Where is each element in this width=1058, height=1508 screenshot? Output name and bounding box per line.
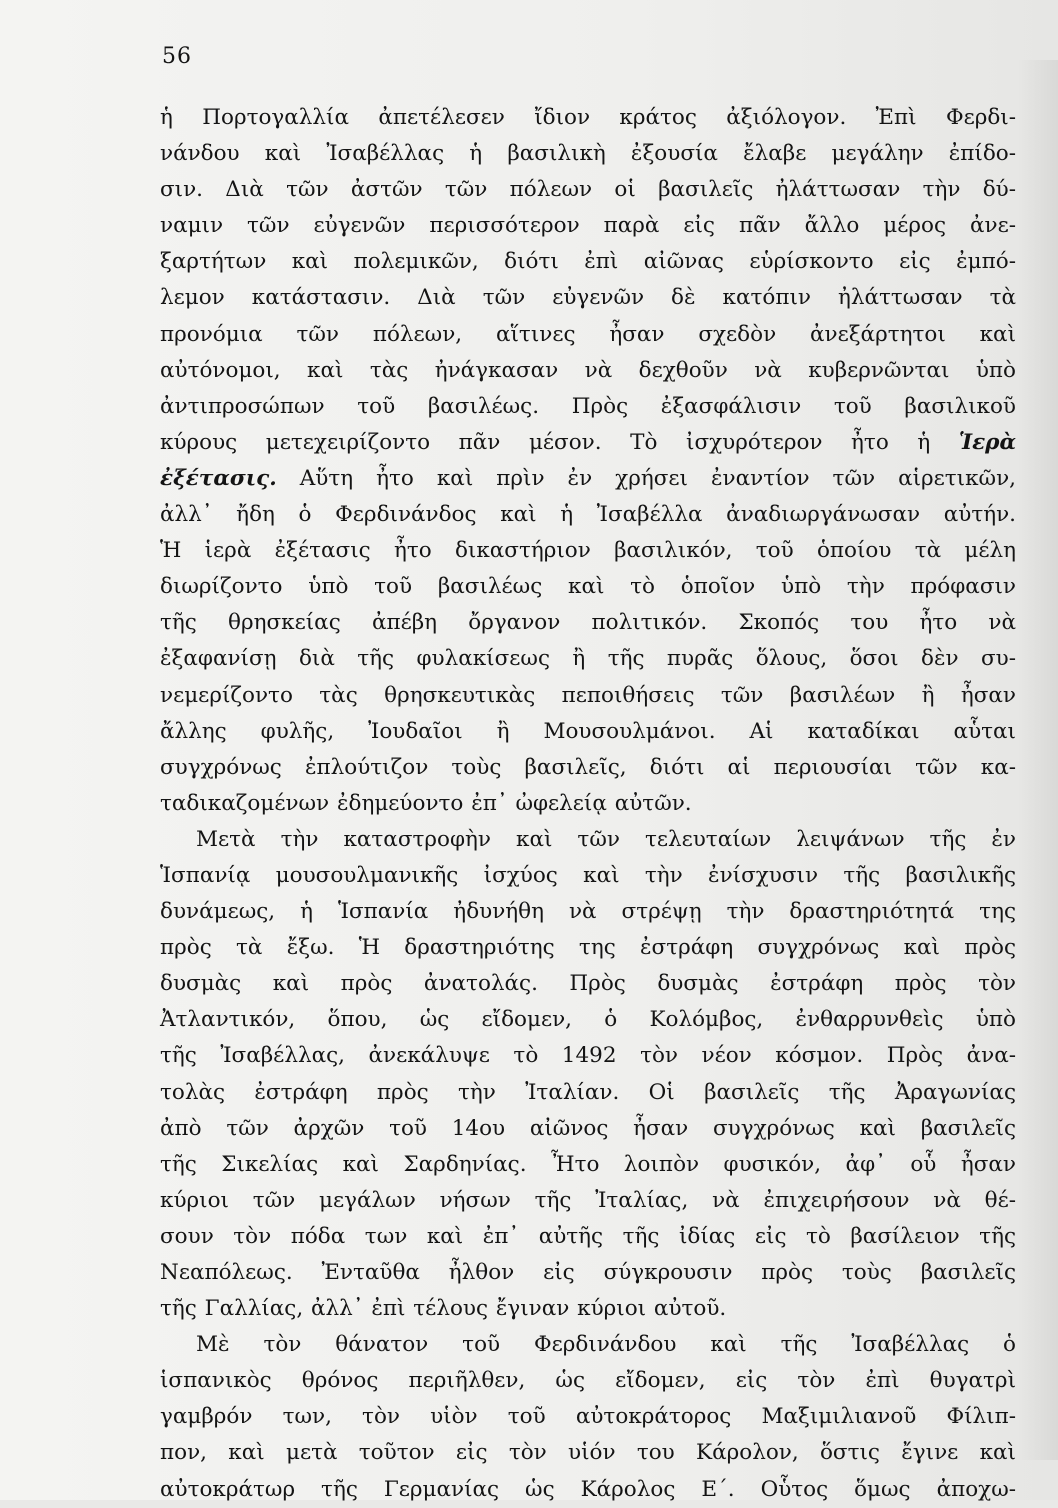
- text-line: αὐτοκράτωρ τῆς Γερμανίας ὡς Κάρολος Ε΄. Οὗτος ὅμως ἀποχω-: [160, 1476, 1016, 1502]
- text-line: ἀλλ᾽ ἤδη ὁ Φερδινάνδος καὶ ἡ Ἰσαβέλλα ἀναδιωργάνωσαν αὐτήν.: [160, 502, 1016, 528]
- text-line: σουν τὸν πόδα των καὶ ἐπ᾽ αὐτῆς τῆς ἰδίας εἰς τὸ βασίλειον τῆς: [160, 1223, 1016, 1249]
- text-line: δυσμὰς καὶ πρὸς ἀνατολάς. Πρὸς δυσμὰς ἐστράφη πρὸς τὸν: [160, 971, 1016, 997]
- text-line: Ἡ ἱερὰ ἐξέτασις ἦτο δικαστήριον βασιλικόν, τοῦ ὁποίου τὰ μέλη: [160, 538, 1016, 564]
- text-line: τῆς Γαλλίας, ἀλλ᾽ ἐπὶ τέλους ἔγιναν κύριοι αὐτοῦ.: [160, 1296, 727, 1322]
- text-line: [160, 425, 1016, 461]
- text-line-emphasis: [160, 461, 1016, 497]
- emphasis-term: Ἱερὰ: [958, 429, 1016, 455]
- text-line: λεμον κατάστασιν. Διὰ τῶν εὐγενῶν δὲ κατόπιν ἠλάττωσαν τὰ: [160, 285, 1016, 311]
- text-line: ἄλλης φυλῆς, Ἰουδαῖοι ἢ Μουσουλμάνοι. Αἱ καταδίκαι αὗται: [160, 718, 1016, 744]
- text-line: πον, καὶ μετὰ τοῦτον εἰς τὸν υἱόν του Κάρολον, ὅστις ἔγινε καὶ: [160, 1440, 1016, 1466]
- text-line: ναμιν τῶν εὐγενῶν περισσότερον παρὰ εἰς πᾶν ἄλλο μέρος ἀνε-: [160, 213, 1016, 239]
- text-line: γαμβρόν των, τὸν υἱὸν τοῦ αὐτοκράτορος Μαξιμιλιανοῦ Φίλιπ-: [160, 1404, 1016, 1430]
- text-line: ἀντιπροσώπων τοῦ βασιλέως. Πρὸς ἐξασφάλισιν τοῦ βασιλικοῦ: [160, 393, 1016, 419]
- paragraph-3: [160, 1327, 1016, 1507]
- text-line: ἐξαφανίσῃ διὰ τῆς φυλακίσεως ἢ τῆς πυρᾶς ὅλους, ὅσοι δὲν συ-: [160, 646, 1016, 672]
- text-line: αὐτόνομοι, καὶ τὰς ἠνάγκασαν νὰ δεχθοῦν νὰ κυβερνῶνται ὑπὸ: [160, 357, 1016, 383]
- emphasis-term: ἐξέτασις.: [160, 465, 277, 491]
- text-line: συγχρόνως ἐπλούτιζον τοὺς βασιλεῖς, διότι αἱ περιουσίαι τῶν κα-: [160, 754, 1016, 780]
- text-line: διωρίζοντο ὑπὸ τοῦ βασιλέως καὶ τὸ ὁποῖον ὑπὸ τὴν πρόφασιν: [160, 574, 1016, 600]
- text-line: δυνάμεως, ἡ Ἱσπανία ἠδυνήθη νὰ στρέψῃ τὴν δραστηριότητά της: [160, 899, 1016, 925]
- text-fragment: κύρους μετεχειρίζοντο πᾶν μέσον. Τὸ ἰσχυρότερον ἦτο ἡ: [160, 429, 931, 455]
- text-line: τῆς Σικελίας καὶ Σαρδηνίας. Ἦτο λοιπὸν φυσικόν, ἀφ᾽ οὗ ἦσαν: [160, 1151, 1016, 1177]
- paragraph-1: [160, 100, 1016, 822]
- text-line: νάνδου καὶ Ἰσαβέλλας ἡ βασιλικὴ ἐξουσία ἔλαβε μεγάλην ἐπίδο-: [160, 141, 1016, 167]
- text-line: σιν. Διὰ τῶν ἀστῶν τῶν πόλεων οἱ βασιλεῖς ἠλάττωσαν τὴν δύ-: [160, 177, 1016, 203]
- text-line: Μετὰ τὴν καταστροφὴν καὶ τῶν τελευταίων λειψάνων τῆς ἐν: [196, 826, 1016, 852]
- text-line: προνόμια τῶν πόλεων, αἵτινες ἦσαν σχεδὸν ἀνεξάρτητοι καὶ: [160, 321, 1016, 347]
- text-line: τῆς θρησκείας ἀπέβη ὄργανον πολιτικόν. Σκοπός του ἦτο νὰ: [160, 610, 1016, 636]
- text-line: ξαρτήτων καὶ πολεμικῶν, διότι ἐπὶ αἰῶνας εὑρίσκοντο εἰς ἐμπό-: [160, 249, 1016, 275]
- text-line: πρὸς τὰ ἔξω. Ἡ δραστηριότης της ἐστράφη συγχρόνως καὶ πρὸς: [160, 935, 1016, 961]
- text-line: Ἀτλαντικόν, ὅπου, ὡς εἴδομεν, ὁ Κολόμβος, ἐνθαρρυνθεὶς ὑπὸ: [160, 1007, 1016, 1033]
- text-line: ἀπὸ τῶν ἀρχῶν τοῦ 14ου αἰῶνος ἦσαν συγχρόνως καὶ βασιλεῖς: [160, 1115, 1016, 1141]
- page-number: 56: [162, 44, 192, 69]
- text-line: νεμερίζοντο τὰς θρησκευτικὰς πεποιθήσεις τῶν βασιλέων ἢ ἦσαν: [160, 682, 1016, 708]
- text-line: Ἱσπανίᾳ μουσουλμανικῆς ἰσχύος καὶ τὴν ἐνίσχυσιν τῆς βασιλικῆς: [160, 862, 1016, 888]
- page-body: [160, 100, 1016, 1508]
- paragraph-2: [160, 822, 1016, 1327]
- text-line: Νεαπόλεως. Ἐνταῦθα ἦλθον εἰς σύγκρουσιν πρὸς τοὺς βασιλεῖς: [160, 1260, 1016, 1285]
- text-line: τῆς Ἰσαβέλλας, ἀνεκάλυψε τὸ 1492 τὸν νέον κόσμον. Πρὸς ἀνα-: [160, 1043, 1016, 1069]
- text-line: ἱσπανικὸς θρόνος περιῆλθεν, ὡς εἴδομεν, εἰς τὸν ἐπὶ θυγατρὶ: [160, 1368, 1016, 1394]
- page-edge-shadow: [1018, 60, 1058, 1460]
- text-fragment: Αὕτη ἦτο καὶ πρὶν ἐν χρήσει ἐναντίον τῶν αἱρετικῶν,: [276, 465, 1016, 491]
- text-line: τολὰς ἐστράφη πρὸς τὴν Ἰταλίαν. Οἱ βασιλεῖς τῆς Ἀραγωνίας: [160, 1079, 1016, 1105]
- text-line: ἡ Πορτογαλλία ἀπετέλεσεν ἴδιον κράτος ἀξιόλογον. Ἐπὶ Φερδι-: [160, 105, 1016, 130]
- text-line: ταδικαζομένων ἐδημεύοντο ἐπ᾽ ὠφελείᾳ αὐτῶν.: [160, 790, 692, 816]
- text-line: κύριοι τῶν μεγάλων νήσων τῆς Ἰταλίας, νὰ ἐπιχειρήσουν νὰ θέ-: [160, 1187, 1016, 1213]
- text-line: Μὲ τὸν θάνατον τοῦ Φερδινάνδου καὶ τῆς Ἰσαβέλλας ὁ: [196, 1332, 1016, 1358]
